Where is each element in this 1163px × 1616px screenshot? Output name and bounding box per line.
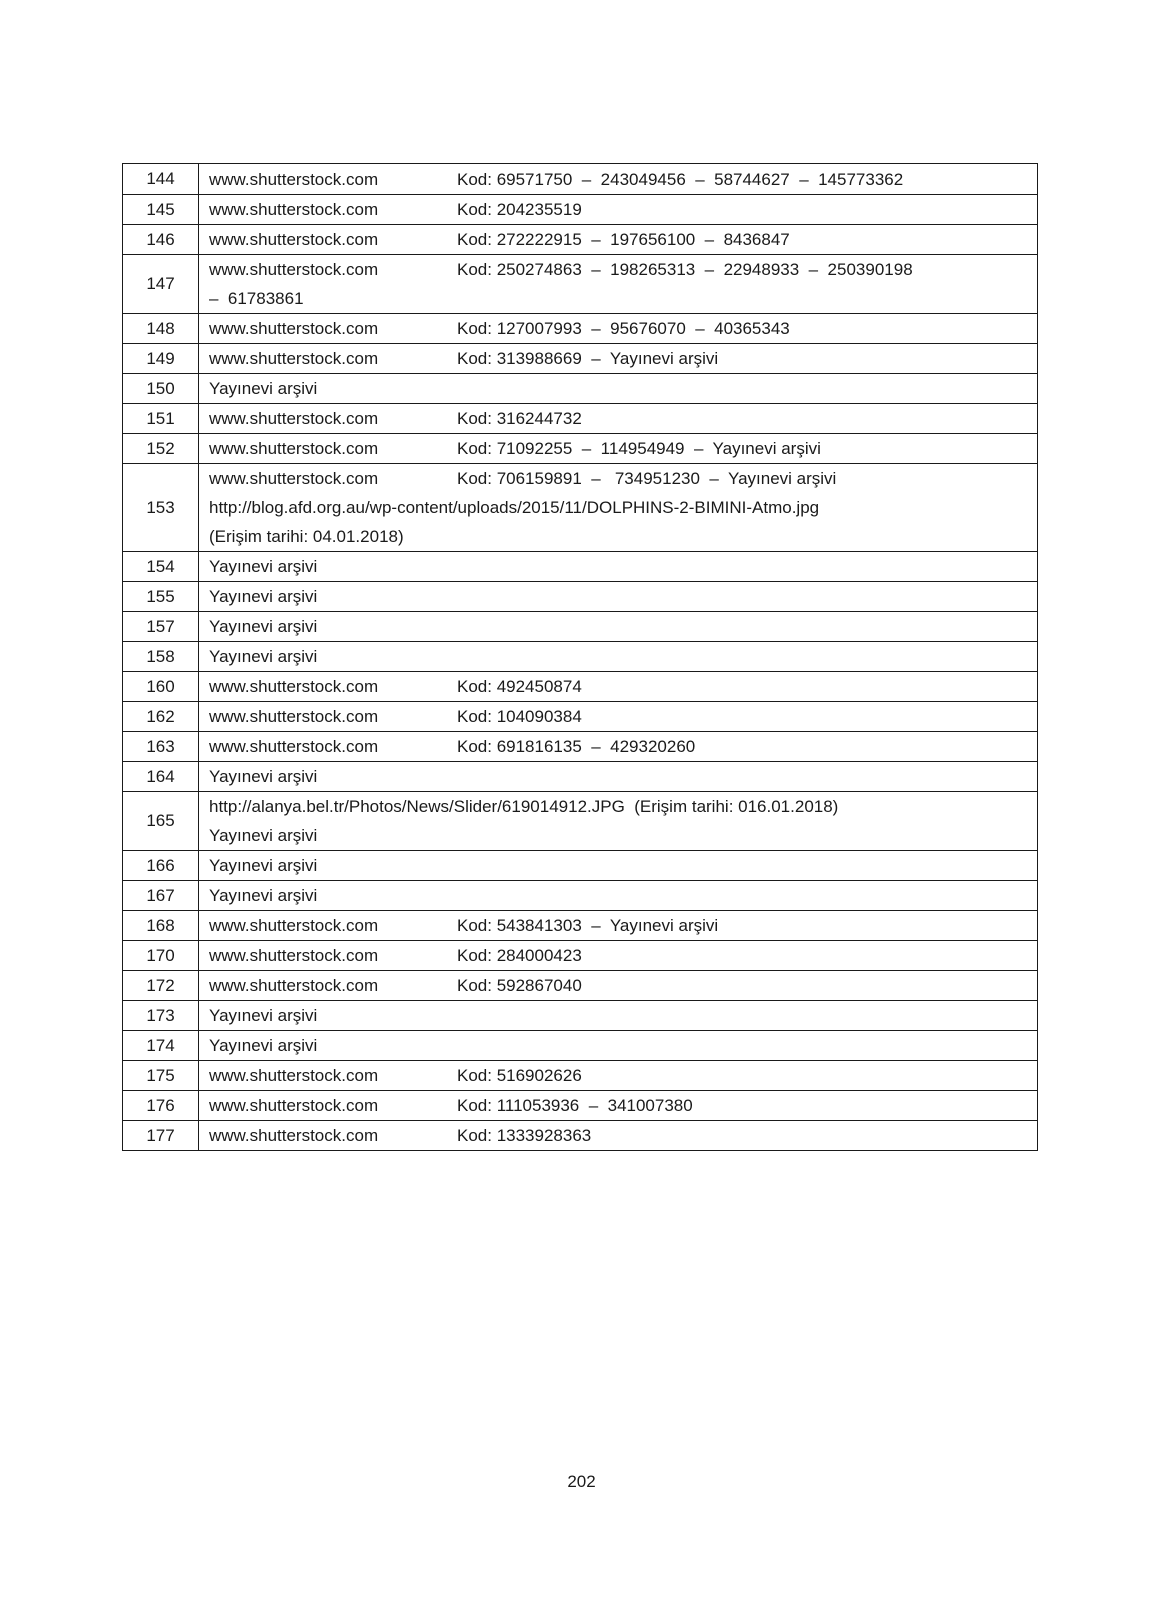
source-site: www.shutterstock.com <box>209 230 379 249</box>
source-code: Kod: 592867040 <box>457 976 582 995</box>
table-row <box>123 1030 1037 1060</box>
source-code: Kod: 127007993 – 95676070 – 40365343 <box>457 319 790 338</box>
table-row <box>123 641 1037 671</box>
content-line <box>209 941 1027 970</box>
source-text: Yayınevi arşivi <box>209 557 318 576</box>
table-row <box>123 403 1037 433</box>
row-content-cell <box>199 941 1037 970</box>
source-site: www.shutterstock.com <box>209 200 379 219</box>
row-number-cell: 162 <box>123 702 199 731</box>
table-row <box>123 1000 1037 1030</box>
row-number-cell: 170 <box>123 941 199 970</box>
source-code: Kod: 316244732 <box>457 409 582 428</box>
content-line <box>209 284 1027 313</box>
source-site: www.shutterstock.com <box>209 409 379 428</box>
content-line <box>209 881 1027 910</box>
content-line <box>209 255 1027 284</box>
source-site: www.shutterstock.com <box>209 439 379 458</box>
content-line <box>209 195 1027 224</box>
table-row <box>123 551 1037 581</box>
source-code: Kod: 313988669 – Yayınevi arşivi <box>457 349 719 368</box>
table-row <box>123 224 1037 254</box>
source-site: www.shutterstock.com <box>209 169 379 189</box>
row-content-cell <box>199 762 1037 791</box>
content-line <box>209 225 1027 254</box>
table-row <box>123 313 1037 343</box>
content-line <box>209 434 1027 463</box>
row-number-cell: 166 <box>123 851 199 880</box>
source-text: Yayınevi arşivi <box>209 617 318 636</box>
row-number-cell: 158 <box>123 642 199 671</box>
row-content-cell <box>199 1121 1037 1150</box>
source-text: Yayınevi arşivi <box>209 1006 318 1025</box>
row-number-cell: 146 <box>123 225 199 254</box>
source-text: Yayınevi arşivi <box>209 587 318 606</box>
source-site: www.shutterstock.com <box>209 976 379 995</box>
table-row <box>123 701 1037 731</box>
row-number-cell: 149 <box>123 344 199 373</box>
row-number-cell: 154 <box>123 552 199 581</box>
content-line <box>209 971 1027 1000</box>
source-text: Yayınevi arşivi <box>209 856 318 875</box>
source-code: Kod: 284000423 <box>457 946 582 965</box>
row-content-cell <box>199 1091 1037 1120</box>
row-content-cell <box>199 851 1037 880</box>
source-site: www.shutterstock.com <box>209 1066 379 1085</box>
content-line <box>209 404 1027 433</box>
source-text: Yayınevi arşivi <box>209 1036 318 1055</box>
content-line <box>209 1091 1027 1120</box>
source-site: www.shutterstock.com <box>209 737 379 756</box>
row-number-cell: 155 <box>123 582 199 611</box>
source-text: Yayınevi arşivi <box>209 886 318 905</box>
source-site: www.shutterstock.com <box>209 469 379 488</box>
source-site: www.shutterstock.com <box>209 260 379 279</box>
row-number-cell: 145 <box>123 195 199 224</box>
content-line <box>209 464 1027 493</box>
content-line <box>209 1001 1027 1030</box>
source-code: Kod: 104090384 <box>457 707 582 726</box>
source-code: Kod: 1333928363 <box>457 1126 592 1145</box>
row-number-cell: 150 <box>123 374 199 403</box>
content-line <box>209 612 1027 641</box>
row-number-cell: 173 <box>123 1001 199 1030</box>
row-content-cell <box>199 1061 1037 1090</box>
content-line <box>209 792 1027 821</box>
table-row <box>123 910 1037 940</box>
content-line <box>209 911 1027 940</box>
content-line <box>209 374 1027 403</box>
row-content-cell <box>199 672 1037 701</box>
content-line <box>209 1061 1027 1090</box>
source-code: Kod: 272222915 – 197656100 – 8436847 <box>457 230 790 249</box>
row-content-cell <box>199 732 1037 761</box>
source-text: Yayınevi arşivi <box>209 647 318 666</box>
source-text: Yayınevi arşivi <box>209 826 318 845</box>
table-row <box>123 880 1037 910</box>
source-code: Kod: 250274863 – 198265313 – 22948933 – 250390198 <box>457 260 913 279</box>
source-code: Kod: 691816135 – 429320260 <box>457 737 696 756</box>
row-number-cell: 165 <box>123 792 199 850</box>
row-content-cell <box>199 314 1037 343</box>
source-code: Kod: 204235519 <box>457 200 582 219</box>
row-content-cell <box>199 911 1037 940</box>
content-line <box>209 165 1027 194</box>
content-line <box>209 493 1027 522</box>
row-content-cell <box>199 971 1037 1000</box>
credits-table <box>122 163 1038 1151</box>
table-row <box>123 761 1037 791</box>
content-line <box>209 344 1027 373</box>
content-line <box>209 552 1027 581</box>
table-row <box>123 850 1037 880</box>
source-text: Yayınevi arşivi <box>209 767 318 786</box>
page-number: 202 <box>567 1472 596 1491</box>
row-content-cell <box>199 374 1037 403</box>
source-code: Kod: 706159891 – 734951230 – Yayınevi arşivi <box>457 469 837 488</box>
row-number-cell: 152 <box>123 434 199 463</box>
content-line <box>209 702 1027 731</box>
source-text: (Erişim tarihi: 04.01.2018) <box>209 527 404 546</box>
row-number-cell: 160 <box>123 672 199 701</box>
source-code: Kod: 69571750 – 243049456 – 58744627 – 145773362 <box>457 169 904 189</box>
table-row <box>123 970 1037 1000</box>
table-row <box>123 940 1037 970</box>
table-row <box>123 731 1037 761</box>
table-row <box>123 343 1037 373</box>
content-line <box>209 672 1027 701</box>
row-number-cell: 148 <box>123 314 199 343</box>
row-number-cell: 147 <box>123 255 199 313</box>
row-number-cell: 175 <box>123 1061 199 1090</box>
row-number-cell: 167 <box>123 881 199 910</box>
source-text: Yayınevi arşivi <box>209 379 318 398</box>
row-content-cell <box>199 404 1037 433</box>
table-row <box>123 671 1037 701</box>
row-number-cell: 172 <box>123 971 199 1000</box>
table-row <box>123 1090 1037 1120</box>
row-content-cell <box>199 344 1037 373</box>
source-site: www.shutterstock.com <box>209 707 379 726</box>
table-row <box>123 373 1037 403</box>
table-row <box>123 791 1037 850</box>
row-content-cell <box>199 195 1037 224</box>
row-number-cell: 144 <box>123 164 199 194</box>
row-number-cell: 168 <box>123 911 199 940</box>
source-code: Kod: 492450874 <box>457 677 582 696</box>
row-content-cell <box>199 434 1037 463</box>
row-content-cell <box>199 552 1037 581</box>
source-text: http://blog.afd.org.au/wp-content/uploads/2015/11/DOLPHINS-2-BIMINI-Atmo.jpg <box>209 498 820 517</box>
content-line <box>209 732 1027 761</box>
row-number-cell: 176 <box>123 1091 199 1120</box>
row-number-cell: 153 <box>123 464 199 551</box>
table-row <box>123 1060 1037 1090</box>
table-row <box>123 433 1037 463</box>
table-row <box>123 164 1037 194</box>
row-number-cell: 164 <box>123 762 199 791</box>
content-line <box>209 1121 1027 1150</box>
source-site: www.shutterstock.com <box>209 1126 379 1145</box>
row-content-cell <box>199 792 1037 850</box>
row-number-cell: 174 <box>123 1031 199 1060</box>
table-row <box>123 581 1037 611</box>
row-content-cell <box>199 255 1037 313</box>
row-content-cell <box>199 1031 1037 1060</box>
row-number-cell: 151 <box>123 404 199 433</box>
row-content-cell <box>199 612 1037 641</box>
table-row <box>123 254 1037 313</box>
content-line <box>209 762 1027 791</box>
content-line <box>209 582 1027 611</box>
content-line <box>209 821 1027 850</box>
row-content-cell <box>199 881 1037 910</box>
source-site: www.shutterstock.com <box>209 677 379 696</box>
source-code: Kod: 71092255 – 114954949 – Yayınevi arşivi <box>457 439 821 458</box>
row-content-cell <box>199 464 1037 551</box>
row-content-cell <box>199 1001 1037 1030</box>
content-line <box>209 1031 1027 1060</box>
source-code: Kod: 111053936 – 341007380 <box>457 1096 693 1115</box>
row-number-cell: 157 <box>123 612 199 641</box>
table-row <box>123 1120 1037 1150</box>
source-site: www.shutterstock.com <box>209 1096 379 1115</box>
table-row <box>123 463 1037 551</box>
source-site: www.shutterstock.com <box>209 349 379 368</box>
source-text: http://alanya.bel.tr/Photos/News/Slider/619014912.JPG (Erişim tarihi: 016.01.2018) <box>209 797 839 816</box>
content-line <box>209 314 1027 343</box>
row-number-cell: 177 <box>123 1121 199 1150</box>
table-row <box>123 611 1037 641</box>
source-site: www.shutterstock.com <box>209 319 379 338</box>
table-row <box>123 194 1037 224</box>
row-content-cell <box>199 642 1037 671</box>
content-line <box>209 522 1027 551</box>
row-content-cell <box>199 225 1037 254</box>
source-text: – 61783861 <box>209 289 304 308</box>
source-code: Kod: 516902626 <box>457 1066 582 1085</box>
source-site: www.shutterstock.com <box>209 946 379 965</box>
source-site: www.shutterstock.com <box>209 916 379 935</box>
row-content-cell <box>199 164 1037 194</box>
content-line <box>209 851 1027 880</box>
source-code: Kod: 543841303 – Yayınevi arşivi <box>457 916 719 935</box>
row-content-cell <box>199 582 1037 611</box>
row-number-cell: 163 <box>123 732 199 761</box>
content-line <box>209 642 1027 671</box>
row-content-cell <box>199 702 1037 731</box>
